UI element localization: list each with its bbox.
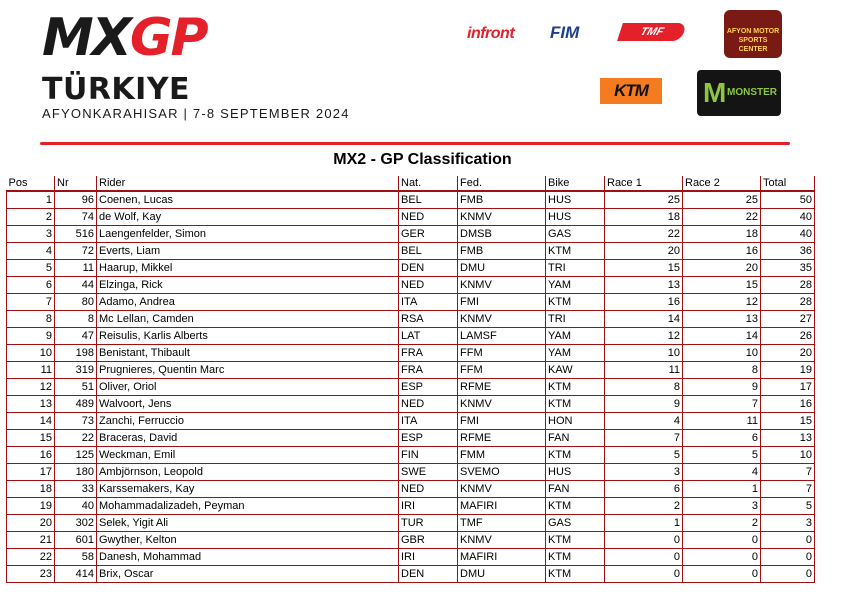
column-header-nr: Nr	[55, 176, 97, 191]
cell-race2: 25	[683, 191, 761, 209]
cell-nr: 11	[55, 260, 97, 277]
table-row	[7, 277, 815, 294]
cell-fed: KNMV	[458, 481, 546, 498]
cell-nat: IRI	[399, 498, 458, 515]
cell-race2: 16	[683, 243, 761, 260]
cell-race1: 13	[605, 277, 683, 294]
cell-fed: FFM	[458, 362, 546, 379]
cell-race1: 6	[605, 481, 683, 498]
column-header-rider: Rider	[97, 176, 399, 191]
cell-rider: Danesh, Mohammad	[97, 549, 399, 566]
cell-nr: 73	[55, 413, 97, 430]
page-title: MX2 - GP Classification	[333, 151, 512, 168]
cell-rider: Zanchi, Ferruccio	[97, 413, 399, 430]
cell-fed: FMI	[458, 294, 546, 311]
cell-fed: MAFIRI	[458, 549, 546, 566]
cell-bike: TRI	[546, 260, 605, 277]
cell-race1: 0	[605, 532, 683, 549]
cell-nat: NED	[399, 481, 458, 498]
logo-gp-text: GP	[129, 8, 207, 68]
cell-nat: GER	[399, 226, 458, 243]
cell-race1: 18	[605, 209, 683, 226]
cell-fed: SVEMO	[458, 464, 546, 481]
cell-nr: 22	[55, 430, 97, 447]
cell-pos: 8	[7, 311, 55, 328]
cell-bike: GAS	[546, 515, 605, 532]
logo-mx-text: MX	[42, 8, 130, 68]
cell-race1: 3	[605, 464, 683, 481]
cell-race2: 0	[683, 532, 761, 549]
cell-nat: GBR	[399, 532, 458, 549]
cell-fed: MAFIRI	[458, 498, 546, 515]
cell-rider: Selek, Yigit Ali	[97, 515, 399, 532]
cell-rider: Coenen, Lucas	[97, 191, 399, 209]
cell-race2: 3	[683, 498, 761, 515]
cell-bike: KTM	[546, 549, 605, 566]
cell-race2: 20	[683, 260, 761, 277]
cell-pos: 22	[7, 549, 55, 566]
cell-rider: Benistant, Thibault	[97, 345, 399, 362]
cell-rider: Haarup, Mikkel	[97, 260, 399, 277]
cell-nr: 74	[55, 209, 97, 226]
cell-nat: TUR	[399, 515, 458, 532]
cell-total: 0	[761, 549, 815, 566]
table-row	[7, 209, 815, 226]
cell-nr: 80	[55, 294, 97, 311]
header-divider	[40, 142, 790, 145]
cell-nr: 44	[55, 277, 97, 294]
cell-rider: Everts, Liam	[97, 243, 399, 260]
cell-bike: KTM	[546, 447, 605, 464]
cell-race1: 0	[605, 549, 683, 566]
column-header-fed: Fed.	[458, 176, 546, 191]
table-header-row	[7, 176, 815, 191]
cell-race2: 10	[683, 345, 761, 362]
classification-table	[6, 176, 815, 583]
cell-pos: 20	[7, 515, 55, 532]
cell-rider: de Wolf, Kay	[97, 209, 399, 226]
cell-race1: 10	[605, 345, 683, 362]
cell-bike: KTM	[546, 379, 605, 396]
cell-race1: 5	[605, 447, 683, 464]
cell-race2: 14	[683, 328, 761, 345]
cell-pos: 18	[7, 481, 55, 498]
cell-nr: 489	[55, 396, 97, 413]
cell-nat: FIN	[399, 447, 458, 464]
table-row	[7, 464, 815, 481]
afyon-motor-sports-logo: AFYON MOTOR SPORTS CENTER	[724, 10, 782, 58]
cell-pos: 21	[7, 532, 55, 549]
table-row	[7, 294, 815, 311]
tmf-logo	[617, 23, 687, 41]
cell-rider: Walvoort, Jens	[97, 396, 399, 413]
cell-nat: ITA	[399, 294, 458, 311]
cell-pos: 16	[7, 447, 55, 464]
cell-nr: 40	[55, 498, 97, 515]
cell-fed: DMU	[458, 566, 546, 583]
cell-total: 7	[761, 464, 815, 481]
cell-nr: 47	[55, 328, 97, 345]
table-row	[7, 430, 815, 447]
infront-logo: infront	[467, 25, 515, 42]
cell-nr: 96	[55, 191, 97, 209]
cell-rider: Elzinga, Rick	[97, 277, 399, 294]
cell-nr: 180	[55, 464, 97, 481]
cell-total: 10	[761, 447, 815, 464]
cell-total: 27	[761, 311, 815, 328]
table-row	[7, 413, 815, 430]
cell-pos: 15	[7, 430, 55, 447]
column-header-nat: Nat.	[399, 176, 458, 191]
cell-nr: 8	[55, 311, 97, 328]
table-row	[7, 532, 815, 549]
cell-nat: ESP	[399, 430, 458, 447]
cell-race1: 0	[605, 566, 683, 583]
cell-pos: 17	[7, 464, 55, 481]
cell-race2: 0	[683, 549, 761, 566]
cell-total: 50	[761, 191, 815, 209]
cell-race1: 22	[605, 226, 683, 243]
cell-total: 40	[761, 226, 815, 243]
table-row	[7, 345, 815, 362]
cell-nat: NED	[399, 277, 458, 294]
cell-rider: Mc Lellan, Camden	[97, 311, 399, 328]
cell-race1: 12	[605, 328, 683, 345]
cell-nat: ESP	[399, 379, 458, 396]
cell-fed: LAMSF	[458, 328, 546, 345]
cell-race1: 15	[605, 260, 683, 277]
monster-claw-icon: M	[703, 77, 727, 108]
cell-total: 28	[761, 277, 815, 294]
cell-pos: 10	[7, 345, 55, 362]
cell-race2: 1	[683, 481, 761, 498]
cell-total: 15	[761, 413, 815, 430]
cell-bike: HON	[546, 413, 605, 430]
page-header	[0, 0, 845, 150]
cell-fed: KNMV	[458, 277, 546, 294]
table-row	[7, 481, 815, 498]
cell-bike: KTM	[546, 396, 605, 413]
column-header-race1: Race 1	[605, 176, 683, 191]
cell-fed: KNMV	[458, 532, 546, 549]
cell-bike: KTM	[546, 498, 605, 515]
cell-race1: 2	[605, 498, 683, 515]
cell-nr: 72	[55, 243, 97, 260]
cell-bike: YAM	[546, 345, 605, 362]
cell-race2: 0	[683, 566, 761, 583]
table-row	[7, 362, 815, 379]
cell-total: 19	[761, 362, 815, 379]
cell-race2: 13	[683, 311, 761, 328]
column-header-total: Total	[761, 176, 815, 191]
cell-nr: 51	[55, 379, 97, 396]
cell-rider: Mohammadalizadeh, Peyman	[97, 498, 399, 515]
cell-total: 35	[761, 260, 815, 277]
cell-fed: DMSB	[458, 226, 546, 243]
cell-pos: 19	[7, 498, 55, 515]
table-row	[7, 515, 815, 532]
cell-pos: 5	[7, 260, 55, 277]
cell-nat: ITA	[399, 413, 458, 430]
cell-nr: 198	[55, 345, 97, 362]
column-header-pos: Pos	[7, 176, 55, 191]
cell-race1: 25	[605, 191, 683, 209]
cell-total: 0	[761, 566, 815, 583]
cell-total: 17	[761, 379, 815, 396]
cell-total: 5	[761, 498, 815, 515]
cell-nat: DEN	[399, 566, 458, 583]
cell-pos: 12	[7, 379, 55, 396]
cell-nr: 601	[55, 532, 97, 549]
cell-nr: 125	[55, 447, 97, 464]
cell-race1: 20	[605, 243, 683, 260]
fim-logo: FIM	[550, 23, 580, 42]
table-row	[7, 566, 815, 583]
cell-bike: HUS	[546, 209, 605, 226]
cell-nat: DEN	[399, 260, 458, 277]
cell-race2: 12	[683, 294, 761, 311]
cell-fed: RFME	[458, 430, 546, 447]
cell-race1: 1	[605, 515, 683, 532]
cell-rider: Weckman, Emil	[97, 447, 399, 464]
cell-race2: 4	[683, 464, 761, 481]
cell-bike: KAW	[546, 362, 605, 379]
cell-nat: BEL	[399, 243, 458, 260]
cell-bike: KTM	[546, 566, 605, 583]
cell-bike: FAN	[546, 430, 605, 447]
cell-total: 3	[761, 515, 815, 532]
cell-nat: FRA	[399, 345, 458, 362]
table-row	[7, 379, 815, 396]
cell-nat: RSA	[399, 311, 458, 328]
cell-nat: BEL	[399, 191, 458, 209]
cell-bike: HUS	[546, 464, 605, 481]
cell-race1: 14	[605, 311, 683, 328]
cell-rider: Oliver, Oriol	[97, 379, 399, 396]
cell-nr: 302	[55, 515, 97, 532]
cell-rider: Adamo, Andrea	[97, 294, 399, 311]
cell-race2: 11	[683, 413, 761, 430]
table-body	[7, 191, 815, 583]
monster-energy-logo	[697, 70, 781, 116]
monster-text: MONSTER	[727, 87, 777, 98]
cell-bike: KTM	[546, 294, 605, 311]
cell-total: 0	[761, 532, 815, 549]
cell-fed: DMU	[458, 260, 546, 277]
cell-pos: 11	[7, 362, 55, 379]
cell-race1: 16	[605, 294, 683, 311]
table-row	[7, 243, 815, 260]
cell-bike: HUS	[546, 191, 605, 209]
cell-rider: Karssemakers, Kay	[97, 481, 399, 498]
cell-bike: YAM	[546, 328, 605, 345]
cell-race1: 8	[605, 379, 683, 396]
cell-nat: NED	[399, 396, 458, 413]
cell-pos: 9	[7, 328, 55, 345]
cell-nat: NED	[399, 209, 458, 226]
table-row	[7, 549, 815, 566]
cell-fed: TMF	[458, 515, 546, 532]
cell-race1: 4	[605, 413, 683, 430]
cell-nr: 58	[55, 549, 97, 566]
column-header-race2: Race 2	[683, 176, 761, 191]
table-row	[7, 260, 815, 277]
cell-total: 28	[761, 294, 815, 311]
cell-total: 40	[761, 209, 815, 226]
cell-bike: YAM	[546, 277, 605, 294]
cell-pos: 3	[7, 226, 55, 243]
table-row	[7, 328, 815, 345]
cell-race2: 5	[683, 447, 761, 464]
cell-fed: KNMV	[458, 209, 546, 226]
event-title: TÜRKIYE	[42, 72, 191, 107]
cell-rider: Ambjörnson, Leopold	[97, 464, 399, 481]
table-row	[7, 226, 815, 243]
cell-bike: KTM	[546, 243, 605, 260]
cell-total: 26	[761, 328, 815, 345]
cell-total: 13	[761, 430, 815, 447]
cell-total: 36	[761, 243, 815, 260]
cell-rider: Braceras, David	[97, 430, 399, 447]
event-subtitle: AFYONKARAHISAR | 7-8 SEPTEMBER 2024	[42, 106, 350, 121]
cell-race2: 15	[683, 277, 761, 294]
cell-rider: Prugnieres, Quentin Marc	[97, 362, 399, 379]
cell-fed: FFM	[458, 345, 546, 362]
table-row	[7, 191, 815, 209]
cell-nr: 414	[55, 566, 97, 583]
cell-rider: Gwyther, Kelton	[97, 532, 399, 549]
cell-fed: FMM	[458, 447, 546, 464]
cell-rider: Brix, Oscar	[97, 566, 399, 583]
cell-nat: FRA	[399, 362, 458, 379]
cell-race1: 9	[605, 396, 683, 413]
table-row	[7, 498, 815, 515]
mxgp-logo	[42, 8, 207, 68]
cell-race2: 2	[683, 515, 761, 532]
cell-rider: Laengenfelder, Simon	[97, 226, 399, 243]
tmf-logo-text: TMF	[638, 26, 666, 38]
column-header-bike: Bike	[546, 176, 605, 191]
cell-nat: LAT	[399, 328, 458, 345]
cell-bike: GAS	[546, 226, 605, 243]
cell-race2: 8	[683, 362, 761, 379]
ktm-logo: KTM	[600, 78, 662, 104]
cell-nat: SWE	[399, 464, 458, 481]
cell-nat: IRI	[399, 549, 458, 566]
cell-race2: 7	[683, 396, 761, 413]
cell-total: 16	[761, 396, 815, 413]
cell-total: 20	[761, 345, 815, 362]
cell-pos: 1	[7, 191, 55, 209]
cell-pos: 14	[7, 413, 55, 430]
cell-race2: 18	[683, 226, 761, 243]
cell-fed: FMB	[458, 191, 546, 209]
cell-pos: 23	[7, 566, 55, 583]
cell-race2: 6	[683, 430, 761, 447]
cell-race2: 9	[683, 379, 761, 396]
cell-fed: KNMV	[458, 311, 546, 328]
table-row	[7, 311, 815, 328]
cell-pos: 2	[7, 209, 55, 226]
cell-rider: Reisulis, Karlis Alberts	[97, 328, 399, 345]
cell-pos: 6	[7, 277, 55, 294]
cell-nr: 516	[55, 226, 97, 243]
cell-bike: KTM	[546, 532, 605, 549]
table-row	[7, 396, 815, 413]
cell-total: 7	[761, 481, 815, 498]
cell-pos: 7	[7, 294, 55, 311]
cell-fed: FMB	[458, 243, 546, 260]
cell-pos: 4	[7, 243, 55, 260]
cell-bike: FAN	[546, 481, 605, 498]
cell-fed: KNMV	[458, 396, 546, 413]
cell-fed: FMI	[458, 413, 546, 430]
cell-race1: 11	[605, 362, 683, 379]
cell-race1: 7	[605, 430, 683, 447]
cell-race2: 22	[683, 209, 761, 226]
cell-bike: TRI	[546, 311, 605, 328]
table-row	[7, 447, 815, 464]
cell-nr: 33	[55, 481, 97, 498]
cell-fed: RFME	[458, 379, 546, 396]
cell-nr: 319	[55, 362, 97, 379]
cell-pos: 13	[7, 396, 55, 413]
